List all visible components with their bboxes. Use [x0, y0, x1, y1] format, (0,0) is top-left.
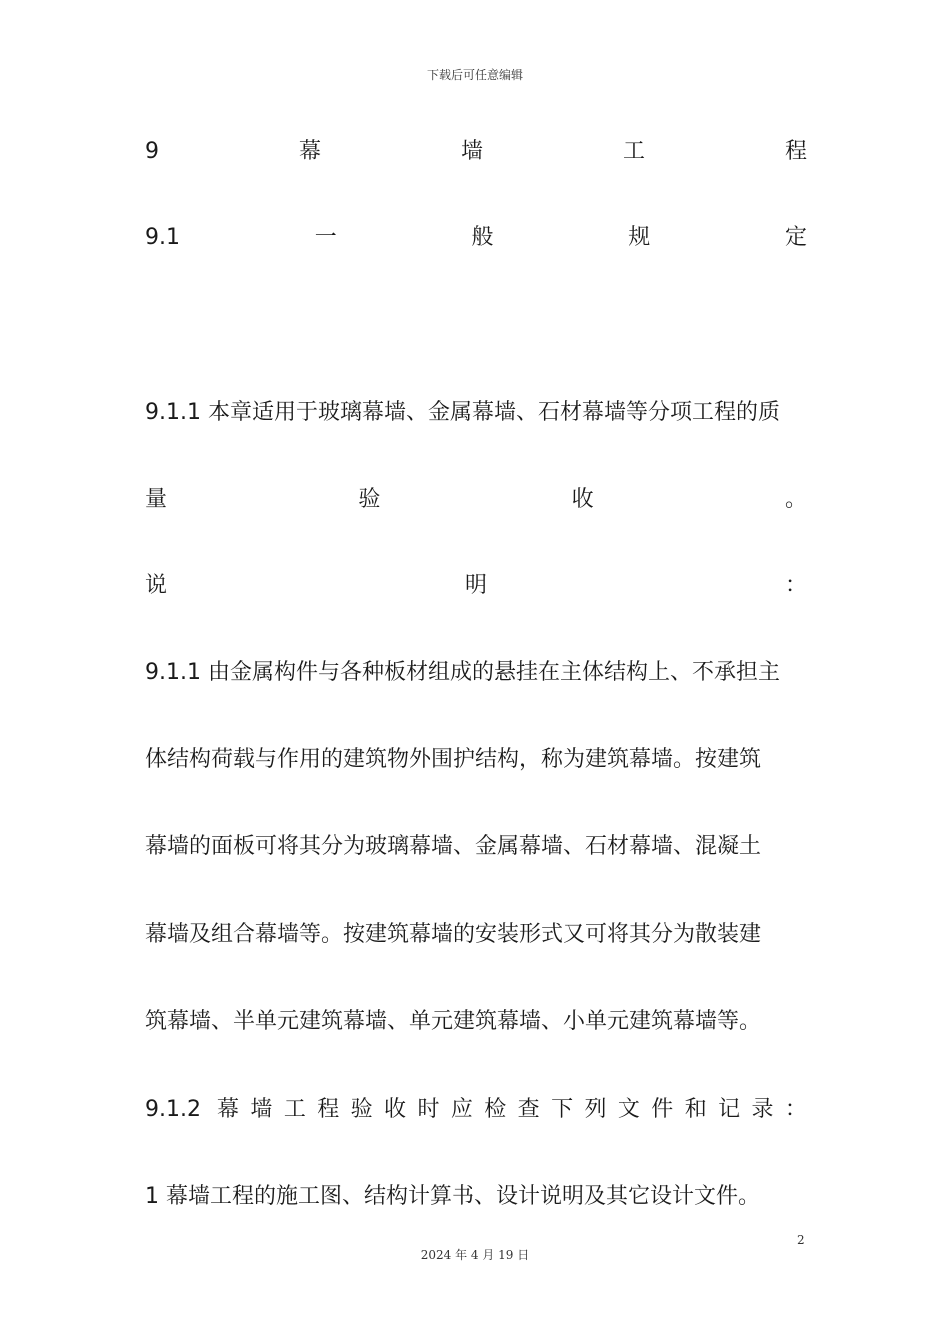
note-line-2: 体结构荷载与作用的建筑物外围护结构，称为建筑幕墙。按建筑: [145, 747, 762, 772]
clause-char: 验: [358, 487, 381, 512]
clause-912-char: 收: [384, 1097, 407, 1122]
heading-char: 墙: [460, 139, 483, 164]
clause-char: 。: [784, 487, 807, 512]
note-label-char: 说: [145, 573, 168, 598]
section-number: 9.1: [145, 225, 180, 250]
page-number: 2: [797, 1233, 805, 1247]
clause-912-char: 记: [718, 1097, 741, 1122]
heading-char: 幕: [298, 139, 321, 164]
heading-char: 程: [784, 139, 807, 164]
section-heading: [145, 223, 807, 253]
note-label-char: 明: [464, 573, 487, 598]
clause-911-line-1: 9.1.1 本章适用于玻璃幕墙、金属幕墙、石材幕墙等分项工程的质: [145, 400, 780, 425]
heading-char: 工: [622, 139, 645, 164]
clause-912-char: 验: [350, 1097, 373, 1122]
clause-912-char: 时: [417, 1097, 440, 1122]
clause-911-line-2: [145, 485, 807, 515]
clause-912: [145, 1095, 807, 1125]
note-line-4: 幕墙及组合幕墙等。按建筑幕墙的安装形式又可将其分为散装建: [145, 922, 762, 947]
section-char: 定: [784, 225, 807, 250]
clause-912-char: 和: [684, 1097, 707, 1122]
clause-912-char: 程: [317, 1097, 340, 1122]
clause-char: 量: [145, 487, 168, 512]
clause-912-char: 列: [584, 1097, 607, 1122]
section-char: 一: [314, 225, 337, 250]
clause-912-char: 下: [551, 1097, 574, 1122]
note-line-5: 筑幕墙、半单元建筑幕墙、单元建筑幕墙、小单元建筑幕墙等。: [145, 1009, 762, 1034]
clause-912-char: 查: [517, 1097, 540, 1122]
clause-912-char: 件: [651, 1097, 674, 1122]
list-item: 1 幕墙工程的施工图、结构计算书、设计说明及其它设计文件。: [145, 1184, 760, 1209]
clause-char: 收: [571, 487, 594, 512]
clause-912-number: 9.1.2: [145, 1097, 201, 1122]
section-char: 规: [628, 225, 651, 250]
clause-912-char: 录: [751, 1097, 774, 1122]
note-label-char: ：: [784, 573, 807, 598]
footer-date: 2024 年 4 月 19 日: [420, 1248, 530, 1262]
section-char: 般: [471, 225, 494, 250]
clause-912-char: 工: [283, 1097, 306, 1122]
clause-912-char: ：: [784, 1097, 807, 1122]
clause-912-char: 幕: [217, 1097, 240, 1122]
note-line-3: 幕墙的面板可将其分为玻璃幕墙、金属幕墙、石材幕墙、混凝土: [145, 834, 762, 859]
chapter-heading: [145, 137, 807, 167]
clause-912-char: 应: [450, 1097, 473, 1122]
note-label: [145, 571, 807, 601]
note-line-1: 9.1.1 由金属构件与各种板材组成的悬挂在主体结构上、不承担主: [145, 660, 780, 685]
clause-912-char: 检: [484, 1097, 507, 1122]
header-note: 下载后可任意编辑: [426, 68, 523, 82]
clause-912-text: [217, 1095, 807, 1125]
heading-number: 9: [145, 139, 159, 164]
clause-912-char: 墙: [250, 1097, 273, 1122]
clause-912-char: 文: [617, 1097, 640, 1122]
